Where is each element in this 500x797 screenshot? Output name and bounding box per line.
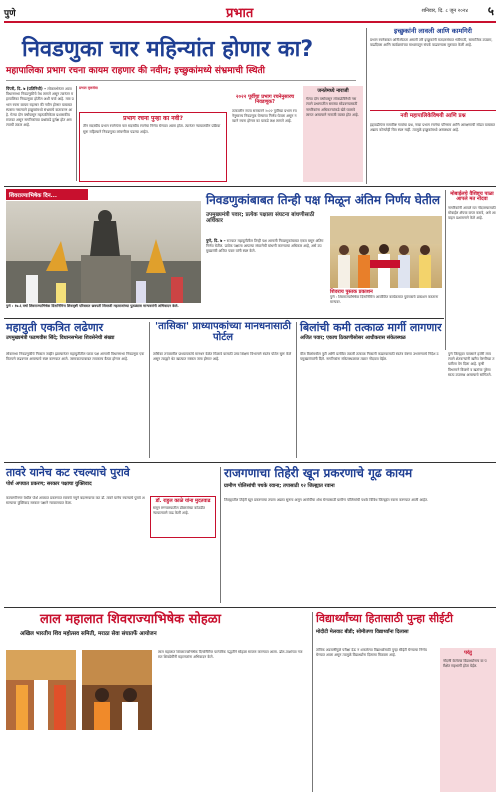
story-a-headline: महायुती एकत्रित लढेणार [6,321,104,334]
story-b-headline: 'तासिका' प्राध्यापकांच्या मानधनासाठी पोर्टल [155,321,291,343]
box-arrest-title: डॉ. राहुल काळे यांना मुदतवाढ [155,498,211,504]
story-g-subhead: मोदीटी मेलवाट बीडी; सोमीतणा विद्यार्थ्यांना दिलासा [316,629,409,635]
story-b-body: तासिका तत्त्वावरील प्राध्यापकांचे मानधन वेळेत मिळावे यासाठी उच्च शिक्षण विभागाने स्वतंत्र पोर्टल सुरू केले असून त्याद्वारे थेट खात्यात रक्कम जमा होणार आहे. [153,352,292,362]
lead-rule [6,80,356,81]
mid-dateline: पुणे, दि. ७ – [206,238,226,243]
banner-label-text: शिवराज्याभिषेक दिन... [9,193,57,199]
story-e-subhead: ग्रामीण पोलिसांची पथके रवाना; तपासाठी १२ जिल्ह्यात रवाना [224,483,335,489]
book-launch-caption [330,290,442,314]
box-mood-body: गेल्या दोन वर्षांपासून लोकप्रतिनिधी नसल्याने प्रभागातील समस्या सोडवण्यासाठी नागरिकांना अधिकाऱ्यांकडे खेटे घालावे लागत असल्याने नाराजी व्यक्त होत आहे. [306,97,359,117]
section-rule-4 [4,607,496,608]
box-arrest [150,496,216,538]
masthead-rule [4,21,496,23]
story-e-body: जिल्ह्यातील तिहेरी खून प्रकरणाचा तपास अद्याप सुरूच असून आरोपींचा शोध घेण्यासाठी ग्रामीण पोलिसांची पथके विविध जिल्ह्यांत रवाना करण्यात आली आहेत. [224,498,429,502]
story-f-body: लाल महालात शिवराज्याभिषेक दिनानिमित्त पारंपरिक पद्धतीने सोहळा साजरा करण्यात आला. ढोल-ताशांच्या गजरात शिवप्रेमींनी महाराजांना अभिवादन केले. [158,650,303,660]
mid-headline: निवडणुकांबाबत तिन्ही पक्ष मिळून अंतिम निर्णय घेतील [206,193,440,207]
page-number: ५ [487,4,494,18]
story-c-subhead: अजित पवार; एकाच ठिकाणीसोसर आधीकरास संकेतस्थळ [300,335,406,341]
lal-mahal-photo-2 [82,650,152,730]
lal-mahal-art-1 [6,650,76,730]
masthead-city: पुणे [4,9,16,19]
side-box [370,110,496,183]
story-e-headline: राजगणाचा तिहेरी खून प्रकरणाचे गूढ कायम [224,466,413,480]
section-rule-1 [4,186,496,187]
story-d-subhead: पोर्श अपघात प्रकरण; सरकार पक्षाचा युक्तिवाद [6,481,92,487]
right-promo-body: नागरिकांनी आपले मत नोंदवण्यासाठी मोबाईल ॲपचा वापर करावे, असे आवाहन प्रशासनाने केले आहे. [448,205,496,220]
box-why-new-ward [79,112,227,182]
row5-divider [312,612,313,792]
mid-subhead: उपमुख्यमंत्री पवार; प्रत्येक पक्षाला संघटना बांधणीसाठी अधिकार [206,212,315,224]
box-arrest-body: ससून रुग्णालयातील डॉक्टरांच्या कोठडीत न्यायालयाने वाढ केली आहे. [153,506,205,516]
right-story-body: पुणे जिल्ह्यात पावसाने हजेरी लावल्याने शेतकऱ्यांनी खरीप पेरणीच्या तयारीला वेग दिला आहे. कृषी विभागाने बियाणे व खतांचा पुरेसा साठा उपलब्ध असल्याचे सांगितले. [448,352,495,377]
masthead-logo: प्रभात [226,6,254,21]
lead-dateline: पिंपरी, दि. ७ (प्रतिनिधी) – [6,86,47,91]
lead-byline: प्रभात वृत्तसेवा [79,86,98,90]
book-launch-title: शिवराय पुस्तक प्रकाशन [330,289,373,295]
story-f-subhead: अखिल भारतीय शिव महोत्सव समिती, मराठा सेवा संघातर्फे आयोजन [20,631,157,637]
box-why-body: तीन सदस्यीय प्रभाग रचनेनंतर चार सदस्यीय रचनेचा निर्णय घेण्यात आला होता. त्यानंतर न्यायालयीन प्रक्रिया सुरू राहिल्याने निवडणुका लांबणीवर पडल्या आहेत. [83,124,221,134]
story-a-subhead: उपमुख्यमंत्री फडणवीस सिंदे; विधानसभेला शिवसेनेची संख्या [6,335,115,341]
lal-mahal-photo-1 [6,650,76,730]
box-public-mood [303,86,363,182]
col-divider [76,86,77,181]
lead-body-col2 [79,86,149,111]
story-d-body: कल्याणीनगर येथील पोर्श अपघात प्रकरणात रक्ताचे नमुने बदलण्याचा कट डॉ. तावरे यानेच रचल्याचे पुरावे असल्याचा युक्तिवाद सरकार पक्षाने न्यायालयात केला. [6,496,145,506]
lead-body-col1 [6,86,74,181]
side-box-title: नवी महापालिकेविषयी आणि प्रश्न [400,113,466,119]
lead-headline: निवडणुका चार महिन्यांत होणार का? [22,37,314,62]
book-launch-photo [330,216,442,288]
box-mood-title: जनतेमध्ये नाराजी [317,88,349,94]
story-d-headline: तावरे यानेच कट रचल्याचे पुरावे [6,466,130,479]
row3-divider-2 [296,322,297,458]
story-g-body: तांत्रिक अडचणींमुळे परीक्षा देऊ न शकलेल्या विद्यार्थ्यांसाठी पुन्हा सीईटी घेण्याचा निर्णय घेण्यात आला असून त्यामुळे विद्यार्थ्यांना दिलासा मिळाला आहे. [316,648,427,658]
masthead-date: शनिवार, दि. ८ जून २०२४ [421,8,468,14]
box-2022-body: तत्कालीन राज्य सरकारने २०२२ पूर्वीच्या प्रभाग रचनेनुसारच निवडणूक घेण्याचा निर्णय घेतला असून नव्याने रचना होणार का याकडे लक्ष लागले आहे. [232,108,297,123]
box-g-title: परंतु [464,650,472,656]
banner-label [6,189,88,200]
mid-body [206,238,326,313]
story-a-body: लोकसभा निवडणुकीचे निकाल जाहीर झाल्यानंतर महायुतीतील घटक पक्ष आगामी विधानसभा निवडणूक एकत्रितपणे लढवणार असल्याचे स्पष्ट करण्यात आले. जागावाटपाबाबत लवकरच बैठक होणार आहे. [6,352,145,362]
row4-divider [220,467,221,603]
section-rule-2 [4,318,444,319]
lead-body: लोकसभेनंतर आता विधानसभा निवडणुकीचे वेध लागले असून त्यानंतर महापालिका निवडणुका होतील अशी चर्चा आहे. मात्र प्रभाग रचना कायम राहणार की नवीन होणार याबाबत स्पष्टता नसल्याने इच्छुकांमध्ये संभ्रमाचे वातावरण आहे. गेल्या दोन वर्षांपासून महापालिकेवर प्रशासकीय राजवट असून नागरिकांच्या प्रश्नांकडे दुर्लक्ष होत असल्याची तक्रार आहे. [6,87,74,128]
story-c-headline: बिलांची कमी तत्काळ मार्गी लागणार [300,321,442,334]
book-launch-body: पुणे : शिवराज्याभिषेक दिनानिमित्त आयोजित कार्यक्रमात पुस्तकाचे प्रकाशन करताना मान्यवर. [330,295,439,305]
mid-body-text: राज्यात महायुतीतील तिन्ही पक्ष आगामी निवडणुकांबाबत एकत्र बसून अंतिम निर्णय घेतील. प्रत्येक पक्षाला आपल्या संघटनेची बांधणी करण्याचा अधिकार आहे, असे उपमुख्यमंत्री अजित पवार यांनी स्पष्ट केले. [206,239,324,254]
side-box-body: हद्दवाढीनंतर समाविष्ट गावांचा प्रश्न, नव्या प्रभाग रचनेचा परिणाम आणि आरक्षणाची सोडत याबाबत अद्याप कोणतेही चित्र स्पष्ट नाही. त्यामुळे इच्छुकांमध्ये अस्वस्थता आहे. [370,122,495,132]
box-2022 [230,93,300,182]
masthead [4,2,496,22]
story-c-body: वीज बिलांमधील त्रुटी आणि प्रलंबित तक्रारी तत्काळ निकाली काढण्यासाठी स्वतंत्र यंत्रणा उभारण्याचे निर्देश उपमुख्यमंत्र्यांनी दिले. नागरिकांना संकेतस्थळावर तक्रार नोंदवता येईल. [300,352,439,362]
statue-photo [6,201,201,303]
statue-photo-art [6,201,201,303]
story-g-headline: विद्यार्थ्यांच्या हितासाठी पुन्हा सीईटी [316,612,453,625]
section-rule-3 [4,462,496,463]
side-top-headline: इच्छुकांनी लावली आणि कामगिरी [394,27,472,35]
story-f-headline: लाल महालात शिवराज्याभिषेक सोहळा [40,612,221,627]
right-promo-title: मोबाईलचे वैशिष्ट्य पाळा आपले मत नोंदवा [450,191,494,203]
book-launch-art [330,216,442,288]
banner-caption: पुणे : १७.६ वर्षा शिवराज्याभिषेक दिनानिमित्त शिवसृष्टी परिसरात छत्रपती शिवाजी महाराजांच्या पुतळ्यास मान्यवरांनी अभिवादन केले. [6,304,179,308]
lead-subhead: महापालिका प्रभाग रचना कायम राहणार की नवीन; इच्छुकांमध्ये संभ्रमाची स्थिती [6,66,266,76]
row3-divider-1 [149,322,150,458]
box-g-body: नोंदणी केलेल्या विद्यार्थ्यांनाच या परीक्षेत सहभागी होता येईल. [443,659,487,669]
box-2022-title: २०२२ पूर्वीचा प्रभाग रचनेनुसारच निवडणूक? [235,94,295,106]
box-why-title: प्रभाग रचना पुन्हा का नवी? [123,115,183,122]
right-col-divider [366,28,367,184]
box-g [440,648,496,792]
lal-mahal-art-2 [82,650,152,730]
side-top-body: प्रभाग रचनेबाबत अनिश्चितता असली तरी इच्छुकांनी मतदारसंघात भेटीगाठी, सामाजिक उपक्रम, वाढदिवस आणि कार्यक्रमांच्या माध्यमातून संपर्क वाढवण्यास सुरुवात केली आहे. [370,38,493,48]
